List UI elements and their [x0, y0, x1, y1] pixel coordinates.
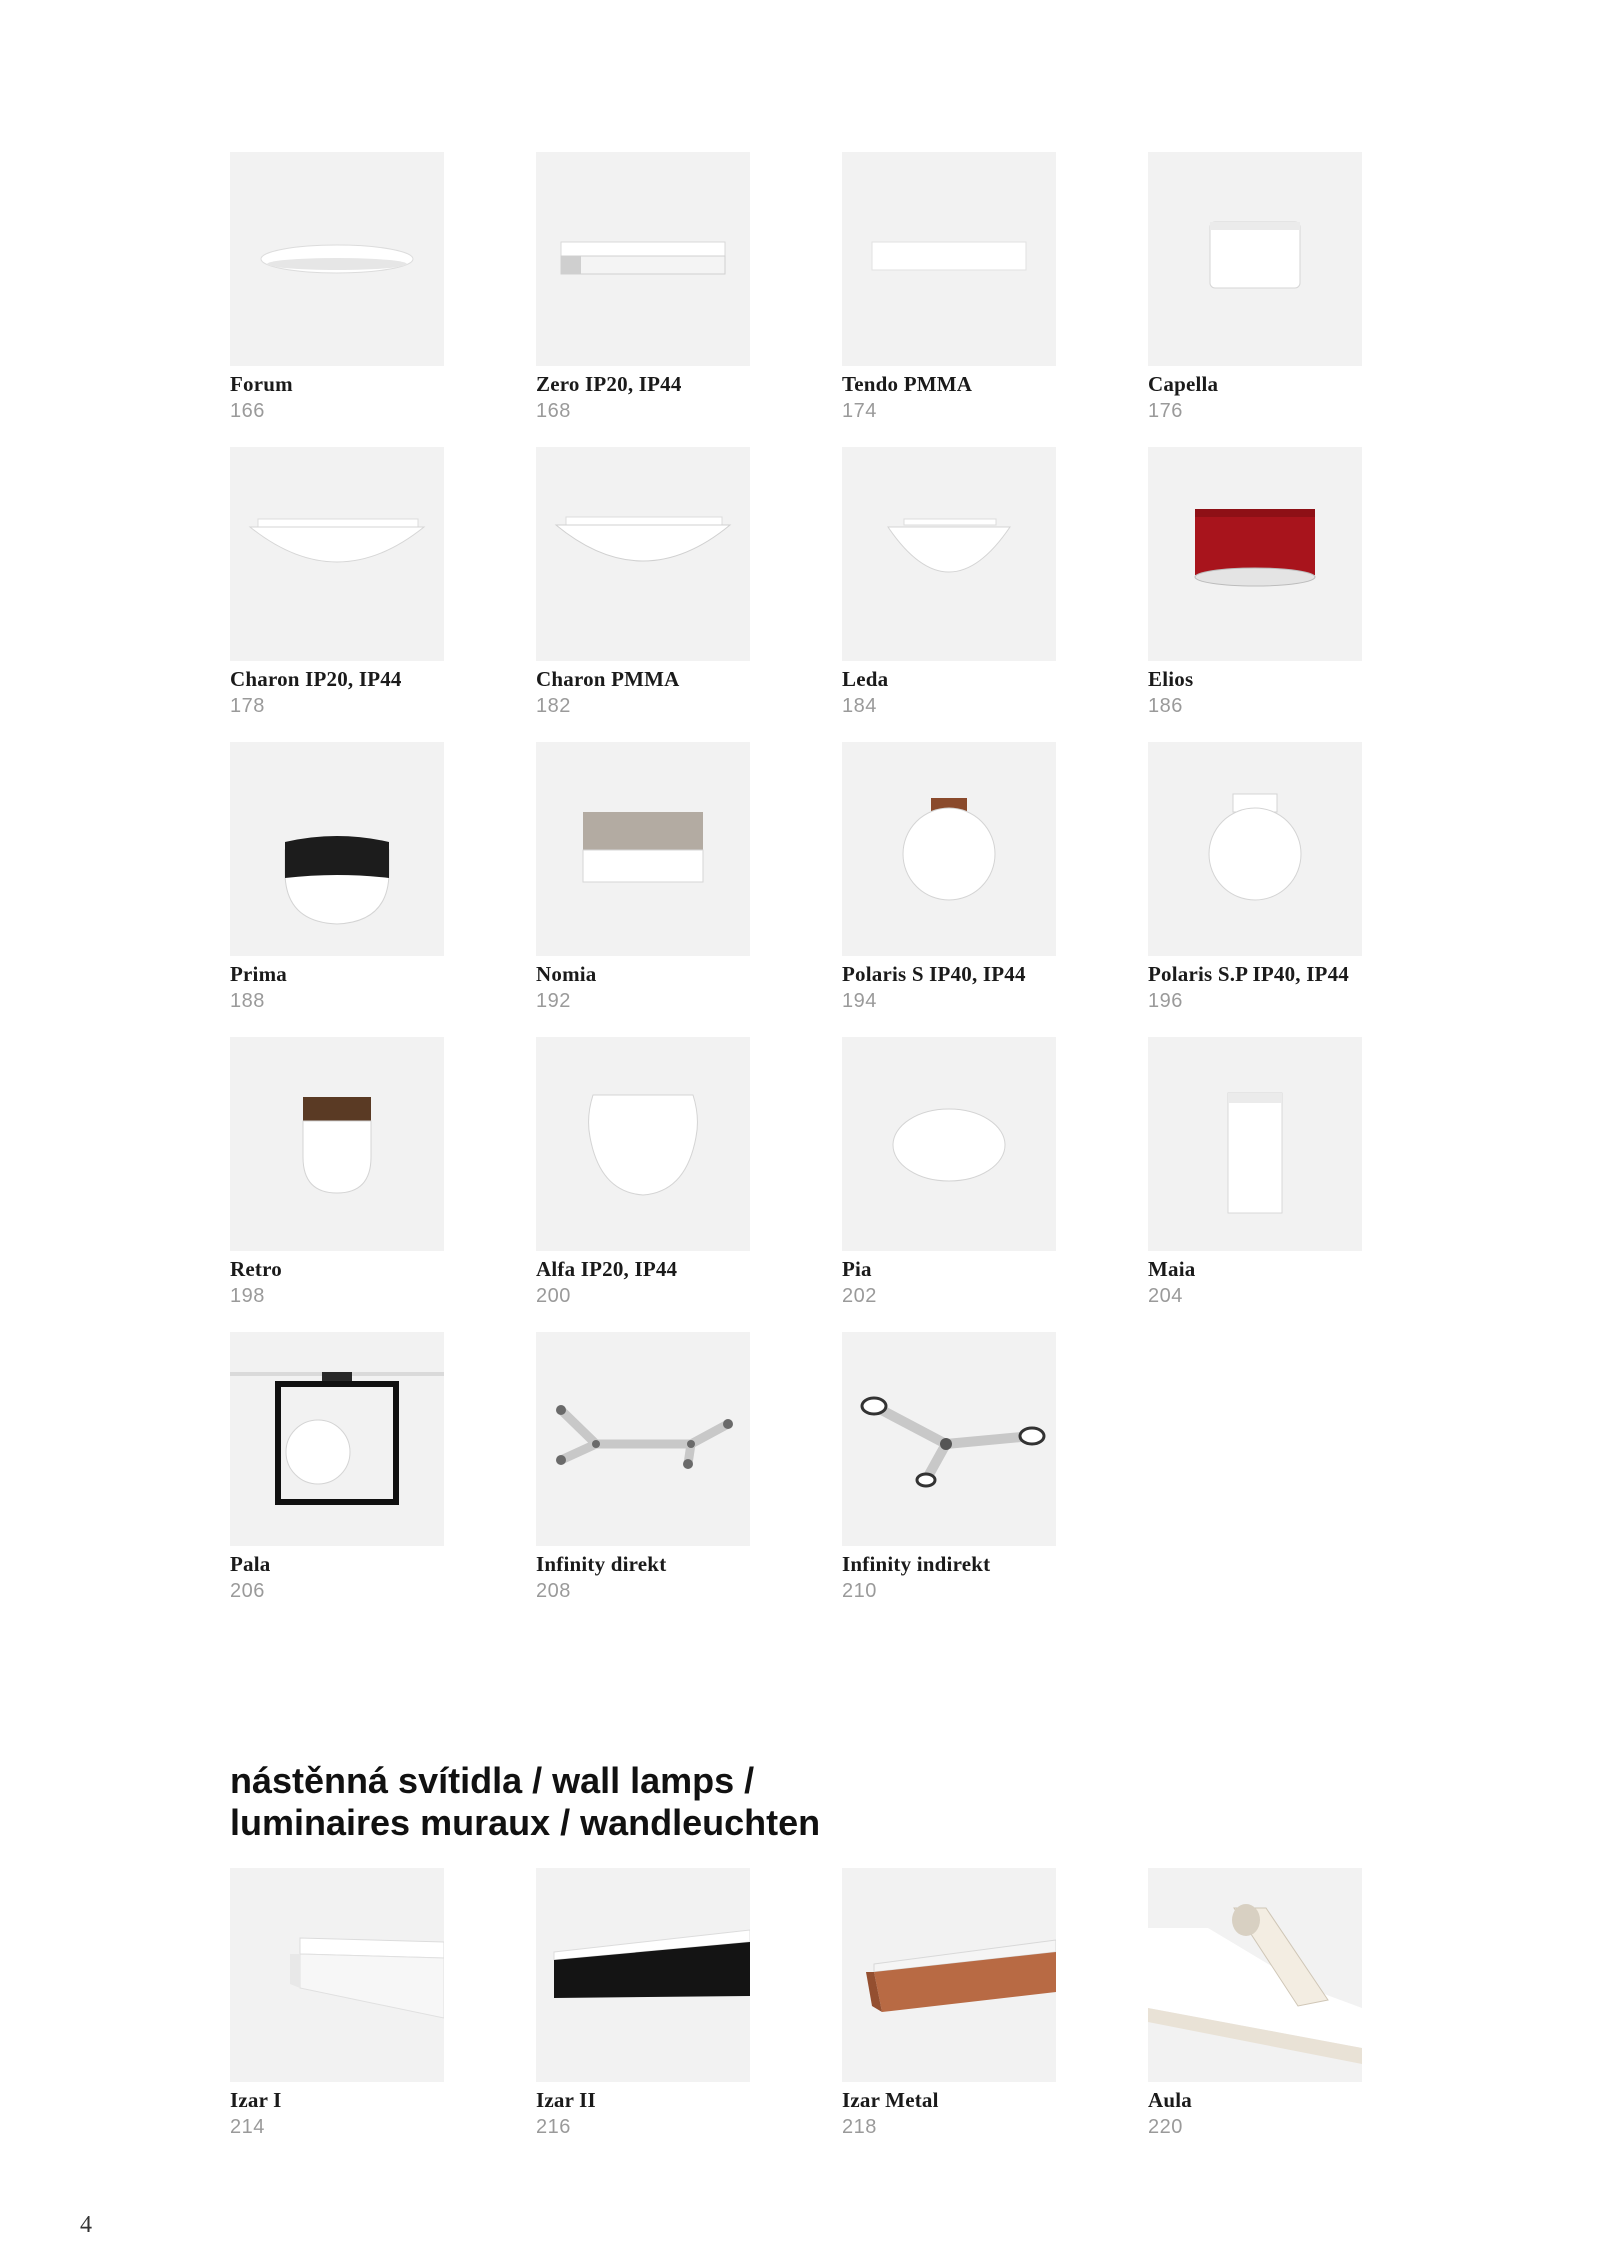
heading-line-1: nástěnná svítidla / wall lamps / [230, 1760, 755, 1801]
page-folio: 4 [80, 2212, 92, 2238]
product-page: 200 [536, 1285, 571, 1307]
product-name: Infinity direkt [536, 1552, 667, 1576]
product-page: 194 [842, 990, 877, 1012]
product-page: 176 [1148, 400, 1183, 422]
charon-lamp-icon [230, 447, 444, 661]
product-card-polaris-s[interactable] [842, 742, 1056, 1012]
product-card-alfa[interactable] [536, 1037, 750, 1307]
product-page: 186 [1148, 695, 1183, 717]
product-page: 178 [230, 695, 265, 717]
product-card-zero[interactable] [536, 152, 750, 422]
product-card-charon-pmma[interactable] [536, 447, 750, 717]
polaris-s-lamp-icon [842, 742, 1056, 956]
product-card-izar-metal[interactable] [842, 1868, 1056, 2138]
product-page: 198 [230, 1285, 265, 1307]
product-page: 218 [842, 2116, 877, 2138]
product-name: Nomia [536, 962, 597, 986]
product-name: Elios [1148, 667, 1194, 691]
product-name: Izar Metal [842, 2088, 939, 2112]
infinity-direkt-lamp-icon [536, 1332, 750, 1546]
product-name: Infinity indirekt [842, 1552, 991, 1576]
product-card-prima[interactable] [230, 742, 444, 1012]
product-name: Pala [230, 1552, 271, 1576]
product-card-infinity-indirekt[interactable] [842, 1332, 1056, 1602]
product-name: Capella [1148, 372, 1219, 396]
prima-lamp-icon [230, 742, 444, 956]
product-page: 168 [536, 400, 571, 422]
product-card-elios[interactable] [1148, 447, 1362, 717]
wall-lamps-grid [230, 1868, 1366, 2138]
product-page: 204 [1148, 1285, 1183, 1307]
forum-lamp-icon [230, 152, 444, 366]
elios-lamp-icon [1148, 447, 1362, 661]
polaris-sp-lamp-icon [1148, 742, 1362, 956]
product-name: Izar II [536, 2088, 596, 2112]
product-name: Charon IP20, IP44 [230, 667, 402, 691]
product-page: 192 [536, 990, 571, 1012]
product-card-maia[interactable] [1148, 1037, 1362, 1307]
tendo-lamp-icon [842, 152, 1056, 366]
product-card-tendo[interactable] [842, 152, 1056, 422]
charon-pmma-lamp-icon [536, 447, 750, 661]
heading-line-2: luminaires muraux / wandleuchten [230, 1802, 821, 1843]
product-page: 220 [1148, 2116, 1183, 2138]
product-card-aula[interactable] [1148, 1868, 1362, 2138]
product-name: Maia [1148, 1257, 1196, 1281]
product-page: 210 [842, 1580, 877, 1602]
product-page: 208 [536, 1580, 571, 1602]
product-name: Izar I [230, 2088, 282, 2112]
pala-lamp-icon [230, 1332, 444, 1546]
product-page: 166 [230, 400, 265, 422]
product-name: Zero IP20, IP44 [536, 372, 682, 396]
infinity-indirekt-lamp-icon [842, 1332, 1056, 1546]
product-card-nomia[interactable] [536, 742, 750, 1012]
product-name: Charon PMMA [536, 667, 680, 691]
aula-lamp-icon [1148, 1868, 1362, 2082]
product-name: Polaris S IP40, IP44 [842, 962, 1026, 986]
capella-lamp-icon [1148, 152, 1362, 366]
product-card-izar-ii[interactable] [536, 1868, 750, 2138]
product-name: Pia [842, 1257, 872, 1281]
product-name: Alfa IP20, IP44 [536, 1257, 678, 1281]
product-name: Prima [230, 962, 287, 986]
product-name: Forum [230, 372, 293, 396]
product-card-capella[interactable] [1148, 152, 1362, 422]
pia-lamp-icon [842, 1037, 1056, 1251]
leda-lamp-icon [842, 447, 1056, 661]
product-page: 216 [536, 2116, 571, 2138]
nomia-lamp-icon [536, 742, 750, 956]
product-name: Retro [230, 1257, 282, 1281]
izar-metal-lamp-icon [842, 1868, 1056, 2082]
alfa-lamp-icon [536, 1037, 750, 1251]
product-page: 174 [842, 400, 877, 422]
maia-lamp-icon [1148, 1037, 1362, 1251]
zero-lamp-icon [536, 152, 750, 366]
product-name: Tendo PMMA [842, 372, 973, 396]
product-card-pala[interactable] [230, 1332, 444, 1602]
product-name: Polaris S.P IP40, IP44 [1148, 962, 1349, 986]
product-card-leda[interactable] [842, 447, 1056, 717]
product-page: 206 [230, 1580, 265, 1602]
product-page: 184 [842, 695, 877, 717]
wall-lamps-heading [230, 1760, 820, 1844]
product-card-infinity-direkt[interactable] [536, 1332, 750, 1602]
retro-lamp-icon [230, 1037, 444, 1251]
product-page: 214 [230, 2116, 265, 2138]
product-page: 182 [536, 695, 571, 717]
product-card-izar-i[interactable] [230, 1868, 444, 2138]
product-name: Leda [842, 667, 889, 691]
product-card-pia[interactable] [842, 1037, 1056, 1307]
ceiling-lamps-grid [230, 152, 1366, 1602]
product-card-retro[interactable] [230, 1037, 444, 1307]
izar-ii-lamp-icon [536, 1868, 750, 2082]
product-name: Aula [1148, 2088, 1192, 2112]
product-card-forum[interactable] [230, 152, 444, 422]
product-card-charon[interactable] [230, 447, 444, 717]
product-card-polaris-sp[interactable] [1148, 742, 1362, 1012]
product-page: 188 [230, 990, 265, 1012]
product-page: 196 [1148, 990, 1183, 1012]
product-page: 202 [842, 1285, 877, 1307]
izar-i-lamp-icon [230, 1868, 444, 2082]
